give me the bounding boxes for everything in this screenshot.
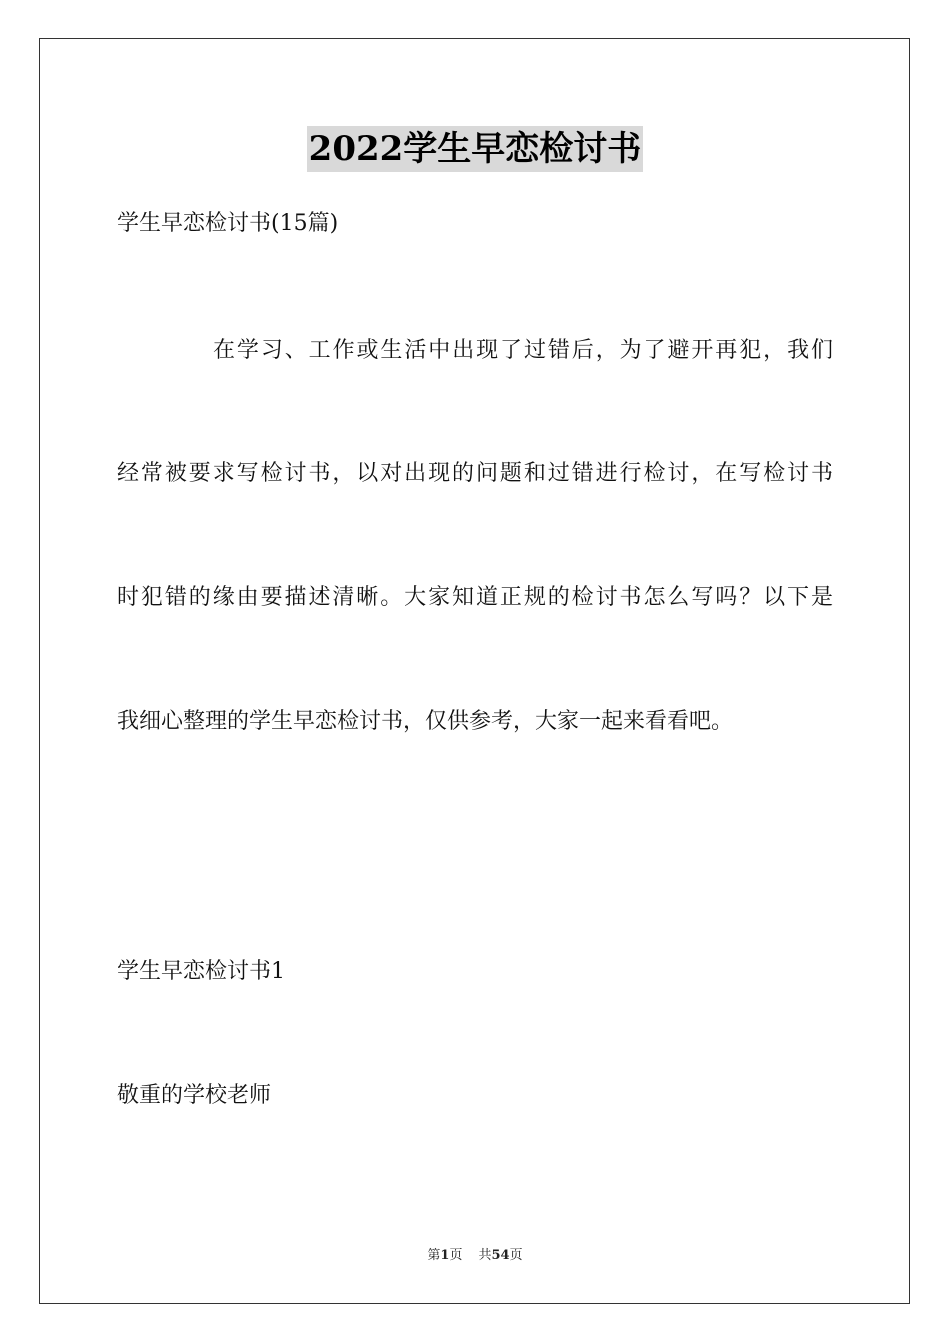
- footer-total-pages: 54: [491, 1248, 510, 1263]
- footer-page-prefix: 第: [427, 1248, 441, 1263]
- intro-line-4: 我细心整理的学生早恋检讨书，仅供参考，大家一起来看看吧。: [117, 709, 734, 734]
- intro-line-1: 在学习、工作或生活中出现了过错后，为了避开再犯，我们: [213, 338, 833, 363]
- intro-line-2: 经常被要求写检讨书，以对出现的问题和过错进行检讨，在写检讨书: [117, 461, 833, 486]
- document-subtitle: 学生早恋检讨书(15篇): [117, 211, 339, 236]
- footer-total-suffix: 页: [509, 1248, 523, 1263]
- intro-line-3: 时犯错的缘由要描述清晰。大家知道正规的检讨书怎么写吗？以下是: [117, 585, 833, 610]
- salutation: 敬重的学校老师: [117, 1083, 272, 1108]
- footer-page-number: 1: [440, 1248, 450, 1263]
- page-footer: [0, 1247, 950, 1265]
- document-title: 2022学生早恋检讨书: [307, 126, 644, 172]
- footer-page-suffix: 页: [449, 1248, 463, 1263]
- title-container: [0, 126, 950, 172]
- footer-total-prefix: 共: [478, 1248, 492, 1263]
- section-heading: 学生早恋检讨书1: [117, 959, 285, 984]
